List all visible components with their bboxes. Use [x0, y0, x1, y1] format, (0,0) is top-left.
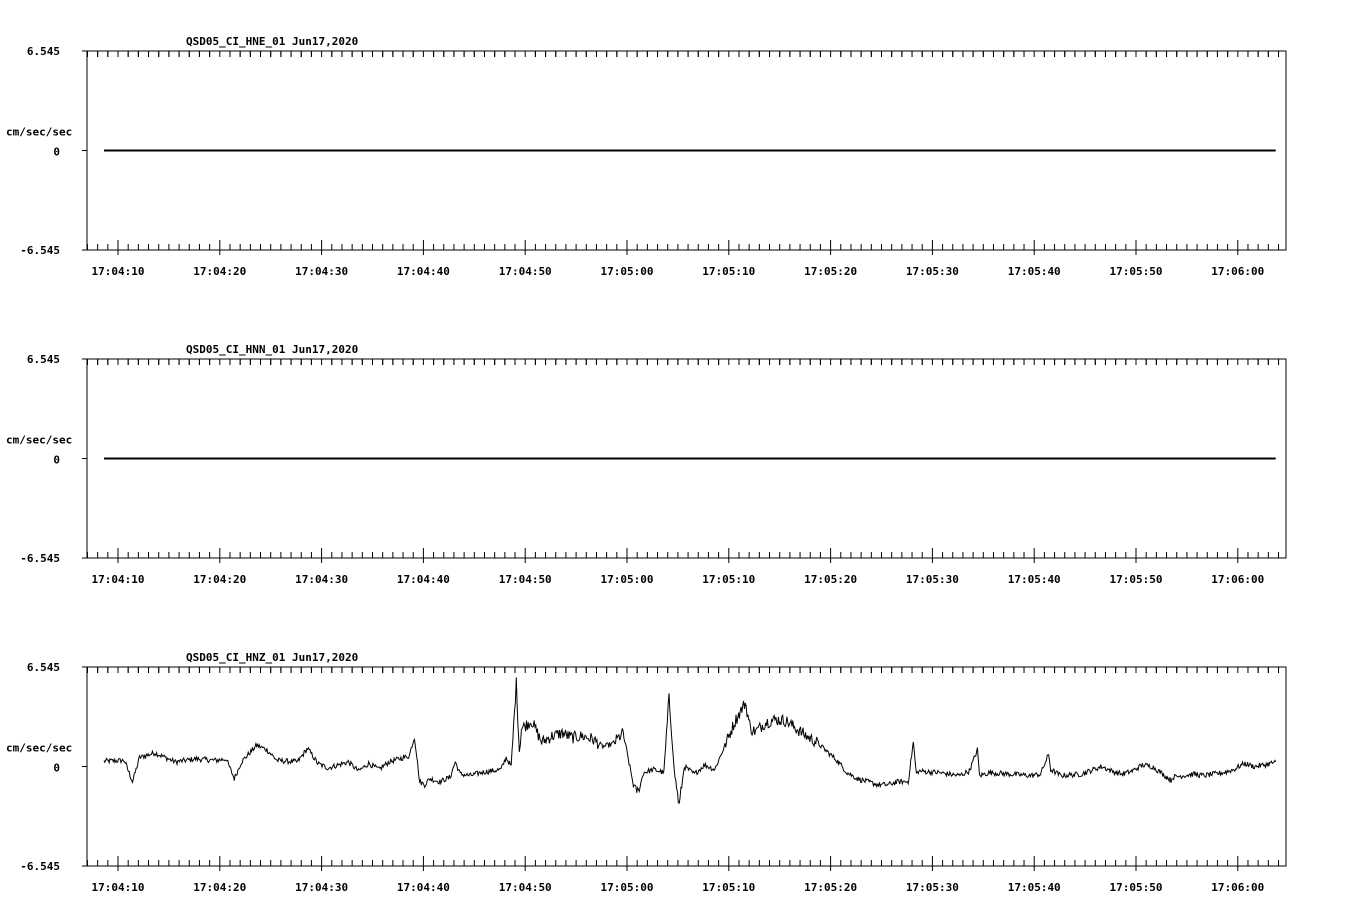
y-tick-label-min: -6.545 — [20, 860, 60, 873]
y-axis-label: cm/sec/sec — [6, 741, 73, 755]
y-tick-label-max: 6.545 — [26, 661, 60, 674]
y-tick-label-min: -6.545 — [20, 552, 60, 565]
x-tick-label: 17:05:30 — [905, 881, 959, 894]
trace-panel-2 — [6, 343, 1286, 586]
panel-title: QSD05_CI_HNN_01 Jun17,2020 — [186, 343, 359, 356]
y-axis-label: cm/sec/sec — [6, 125, 73, 139]
trace-panel-3 — [6, 651, 1286, 894]
panel-title: QSD05_CI_HNZ_01 Jun17,2020 — [186, 651, 359, 664]
x-tick-label: 17:05:50 — [1109, 265, 1163, 278]
x-tick-label: 17:04:10 — [91, 881, 145, 894]
x-tick-label: 17:05:10 — [702, 265, 756, 278]
y-axis-label: cm/sec/sec — [6, 433, 73, 447]
y-tick-label-zero: 0 — [53, 761, 60, 775]
x-tick-label: 17:05:50 — [1109, 573, 1163, 586]
trace-panel-1 — [6, 35, 1286, 278]
y-tick-label-zero: 0 — [53, 145, 60, 159]
x-tick-label: 17:06:00 — [1211, 265, 1265, 278]
y-tick-label-min: -6.545 — [20, 244, 60, 257]
y-tick-label-zero: 0 — [53, 453, 60, 467]
x-tick-label: 17:04:30 — [295, 265, 349, 278]
x-tick-label: 17:05:00 — [600, 573, 654, 586]
x-tick-label: 17:05:50 — [1109, 881, 1163, 894]
x-tick-label: 17:05:20 — [804, 265, 858, 278]
x-tick-label: 17:05:40 — [1007, 573, 1061, 586]
y-tick-label-max: 6.545 — [26, 45, 60, 58]
x-tick-label: 17:04:10 — [91, 265, 145, 278]
x-tick-label: 17:05:00 — [600, 265, 654, 278]
x-tick-label: 17:04:30 — [295, 573, 349, 586]
x-tick-label: 17:05:10 — [702, 573, 756, 586]
x-tick-label: 17:05:10 — [702, 881, 756, 894]
x-tick-label: 17:04:50 — [498, 573, 552, 586]
x-tick-label: 17:04:50 — [498, 265, 552, 278]
x-tick-label: 17:05:20 — [804, 573, 858, 586]
x-tick-label: 17:05:30 — [905, 265, 959, 278]
x-tick-label: 17:05:40 — [1007, 881, 1061, 894]
x-tick-label: 17:04:40 — [396, 265, 450, 278]
x-tick-label: 17:04:40 — [396, 881, 450, 894]
x-tick-label: 17:05:30 — [905, 573, 959, 586]
y-tick-label-max: 6.545 — [26, 353, 60, 366]
x-tick-label: 17:04:50 — [498, 881, 552, 894]
x-tick-label: 17:05:40 — [1007, 265, 1061, 278]
x-tick-label: 17:04:20 — [193, 265, 247, 278]
x-tick-label: 17:05:00 — [600, 881, 654, 894]
x-tick-label: 17:06:00 — [1211, 573, 1265, 586]
trace-line — [104, 678, 1276, 804]
x-tick-label: 17:06:00 — [1211, 881, 1265, 894]
x-tick-label: 17:04:10 — [91, 573, 145, 586]
x-tick-label: 17:05:20 — [804, 881, 858, 894]
x-tick-label: 17:04:30 — [295, 881, 349, 894]
panel-title: QSD05_CI_HNE_01 Jun17,2020 — [186, 35, 359, 48]
x-tick-label: 17:04:40 — [396, 573, 450, 586]
x-tick-label: 17:04:20 — [193, 881, 247, 894]
x-tick-label: 17:04:20 — [193, 573, 247, 586]
